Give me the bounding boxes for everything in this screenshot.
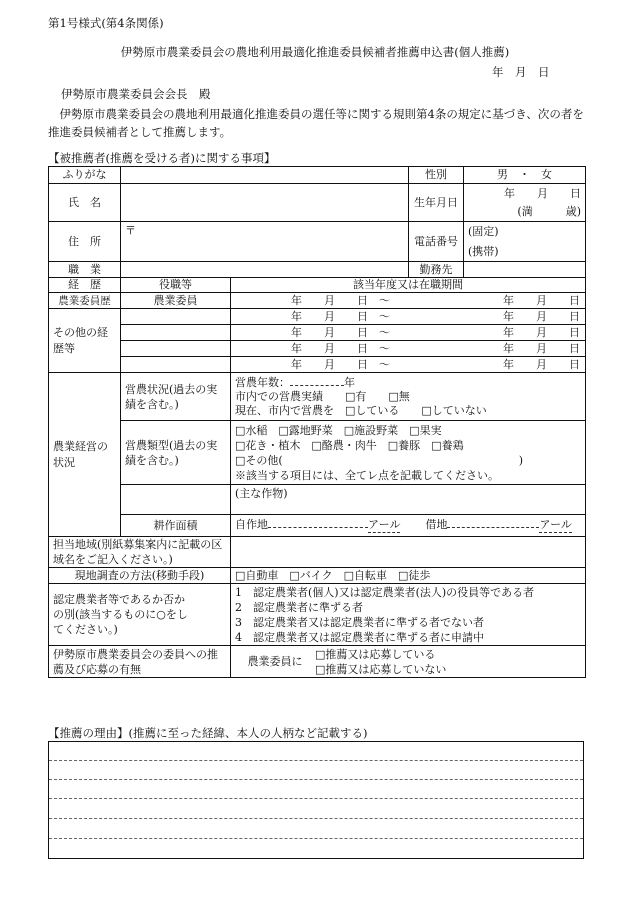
workplace-label: 勤務先: [409, 262, 464, 278]
transport-options[interactable]: □自動車 □バイク □自転車 □徒歩: [231, 568, 586, 584]
certified-option-3[interactable]: [235, 615, 581, 630]
period-from: 年 月 日 〜: [291, 293, 390, 307]
period-to: 年 月 日: [503, 325, 580, 339]
farming-type-fields[interactable]: [231, 421, 586, 485]
certified-option-2-num: 2: [235, 600, 242, 614]
other-career-position-1[interactable]: [121, 309, 231, 325]
farming-type-label: 営農類型(過去の実績を含む。): [121, 421, 231, 485]
application-label: 伊勢原市農業委員会の委員への推薦及び応募の有無: [49, 646, 231, 678]
other-career-period-2[interactable]: [231, 325, 586, 341]
farming-type-note: ※該当する項目には、全てレ点を記載してください。: [235, 468, 499, 482]
reason-line: [49, 838, 583, 839]
period-to: 年 月 日: [503, 357, 580, 371]
address-label: 住 所: [49, 222, 121, 262]
position-header: 役職等: [121, 278, 231, 293]
phone-mobile: (携帯): [468, 244, 499, 258]
other-career-position-3[interactable]: [121, 341, 231, 357]
certified-option-3-text: 認定農業者又は認定農業者に準ずる者でない者: [253, 615, 484, 629]
ag-career-label: 農業委員歴: [49, 293, 121, 309]
certified-option-4-text: 認定農業者又は認定農業者に準ずる者に申請中: [253, 630, 484, 644]
period-from: 年 月 日 〜: [291, 325, 390, 339]
furigana-label: ふりがな: [49, 167, 121, 184]
leased-land-unit: アール: [539, 518, 572, 531]
application-options[interactable]: [231, 646, 586, 678]
date-field[interactable]: 年 月 日: [492, 65, 550, 79]
job-input[interactable]: [121, 262, 409, 278]
ag-member-position: 農業委員: [121, 293, 231, 309]
reason-line: [49, 779, 583, 780]
period-header: 該当年度又は在職期間: [231, 278, 586, 293]
farming-years-unit: 年: [344, 375, 355, 389]
certified-option-2[interactable]: [235, 600, 581, 615]
period-to: 年 月 日: [503, 309, 580, 323]
committee-to-label: 農業委員に: [247, 654, 303, 668]
application-option-no[interactable]: □推薦又は応募していない: [315, 662, 447, 676]
other-type-close: ): [518, 453, 523, 467]
nominee-section-heading: 【被推薦者(推薦を受ける者)に関する事項】: [48, 151, 276, 165]
area-label: 耕作面積: [121, 515, 231, 537]
certified-option-1-text: 認定農業者(個人)又は認定農業者(法人)の役員等である者: [253, 585, 535, 599]
period-to: 年 月 日: [503, 341, 580, 355]
farming-status-label: 営農状況(過去の実績を含む。): [121, 373, 231, 421]
career-label: 経 歴: [49, 278, 121, 293]
certified-option-1-num: 1: [235, 585, 242, 599]
job-label: 職 業: [49, 262, 121, 278]
gender-choice[interactable]: 男 ・ 女: [464, 167, 586, 184]
phone-label: 電話番号: [409, 222, 464, 262]
certified-label: 認定農業者等であるか否かの別(該当するものに○をしてください。): [49, 584, 231, 646]
name-input[interactable]: [121, 184, 409, 222]
area-fields[interactable]: [231, 515, 586, 537]
phone-input[interactable]: [464, 222, 586, 262]
reason-input-box[interactable]: [48, 741, 584, 859]
name-label: 氏 名: [49, 184, 121, 222]
certified-option-1[interactable]: [235, 585, 581, 600]
region-label: 担当地域(別紙募集案内に記載の区域名をご記入ください。): [49, 537, 231, 568]
birthdate-label: 生年月日: [409, 184, 464, 222]
furigana-input[interactable]: [121, 167, 409, 184]
other-career-period-3[interactable]: [231, 341, 586, 357]
period-from: 年 月 日 〜: [291, 309, 390, 323]
gender-label: 性別: [409, 167, 464, 184]
postal-mark: 〒: [125, 224, 136, 237]
address-input[interactable]: [121, 222, 409, 262]
birthdate-value: 年 月 日: [504, 186, 581, 200]
farming-years-label: 営農年数：: [235, 375, 290, 389]
age-value: (満 歳): [517, 204, 581, 218]
other-career-position-2[interactable]: [121, 325, 231, 341]
reason-line: [49, 798, 583, 799]
farming-type-row-2[interactable]: □花き・植木 □酪農・肉牛 □養豚 □養鶏: [235, 438, 464, 452]
other-career-label: その他の経歴等: [49, 309, 121, 373]
reason-section-heading: 【推薦の理由】(推薦に至った経緯、本人の人柄など記載する): [48, 726, 368, 740]
own-land-unit: アール: [368, 518, 401, 531]
farming-type-row-3[interactable]: [235, 453, 581, 468]
other-career-position-4[interactable]: [121, 357, 231, 373]
document-title: 伊勢原市農業委員会の農地利用最適化推進委員候補者推薦申込書(個人推薦): [120, 45, 510, 59]
certified-option-2-text: 認定農業者に準ずる者: [253, 600, 363, 614]
certified-options[interactable]: [231, 584, 586, 646]
birthdate-input[interactable]: [464, 184, 586, 222]
main-crop-spacer: [121, 485, 231, 515]
period-to: 年 月 日: [503, 293, 580, 307]
certified-option-4[interactable]: [235, 630, 581, 645]
other-career-period-1[interactable]: [231, 309, 586, 325]
farming-status-fields[interactable]: [231, 373, 586, 421]
main-crop-input[interactable]: [231, 485, 586, 515]
region-input[interactable]: [231, 537, 586, 568]
workplace-input[interactable]: [464, 262, 586, 278]
other-type-checkbox[interactable]: □その他(: [235, 453, 283, 467]
city-record[interactable]: 市内での営農実績 □有 □無: [235, 389, 410, 403]
certified-option-4-num: 4: [235, 630, 242, 644]
body-paragraph: 伊勢原市農業委員会の農地利用最適化推進委員の選任等に関する規則第4条の規定に基づき、次の者を推進委員候補者として推薦します。: [48, 107, 584, 139]
phone-fixed: (固定): [468, 224, 499, 238]
other-career-period-4[interactable]: [231, 357, 586, 373]
ag-period[interactable]: [231, 293, 586, 309]
current-farming[interactable]: 現在、市内で営農を □している □していない: [235, 403, 487, 417]
addressee: 伊勢原市農業委員会会長 殿: [61, 87, 211, 101]
transport-label: 現地調査の方法(移動手段): [49, 568, 231, 584]
period-from: 年 月 日 〜: [291, 341, 390, 355]
application-option-yes[interactable]: □推薦又は応募している: [315, 647, 436, 661]
reason-line: [49, 818, 583, 819]
farming-years: [235, 376, 581, 390]
farming-type-row-1[interactable]: □水稲 □露地野菜 □施設野菜 □果実: [235, 423, 442, 437]
certified-option-3-num: 3: [235, 615, 242, 629]
leased-land-label: 借地: [425, 518, 448, 531]
own-land-label: 自作地: [235, 518, 268, 531]
main-crop-label: (主な作物): [235, 487, 288, 500]
period-from: 年 月 日 〜: [291, 357, 390, 371]
reason-line: [49, 760, 583, 761]
nominee-table: [48, 166, 586, 678]
form-number-label: 第1号様式(第4条関係): [48, 16, 164, 30]
farm-status-label: 農業経営の状況: [49, 373, 121, 537]
